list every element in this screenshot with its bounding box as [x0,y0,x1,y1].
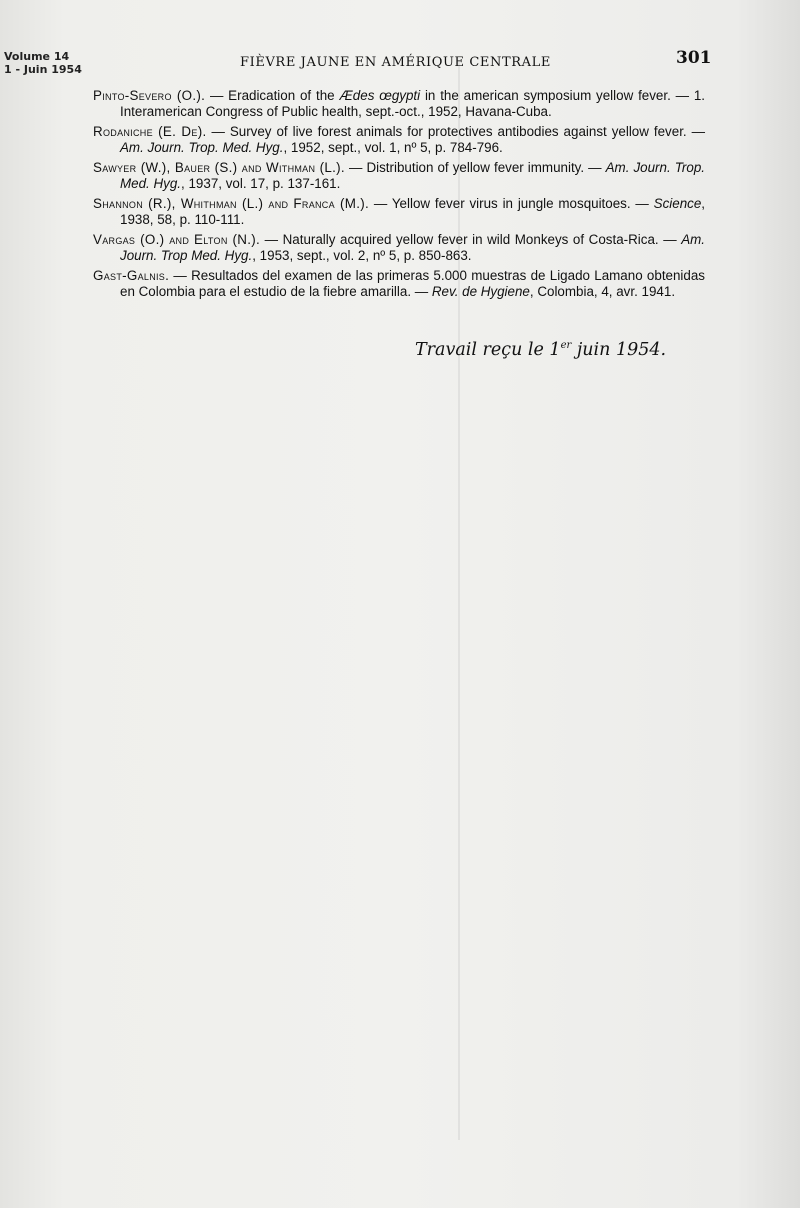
reference-entry [93,232,705,264]
reference-text: , 1938, 58, p. 110-111. [120,196,706,227]
reference-journal: Science [653,196,702,211]
reference-text: , 1937, vol. 17, p. 137-161. [181,176,341,191]
issue-date: 1 - Juin 1954 [4,63,82,76]
reference-text: — Distribution of yellow fever immunity. — [344,160,606,175]
reference-entry [93,196,705,228]
reference-entry [93,124,705,156]
reference-authors: Gast-Galnis. [93,268,170,283]
reference-text: , 1953, sept., vol. 2, nº 5, p. 850-863. [252,248,472,263]
reference-entry [93,88,705,120]
reference-list [93,88,705,304]
reference-text: — Naturally acquired yellow fever in wild Monkeys of Costa-Rica. — [260,232,682,247]
reference-authors: Sawyer (W.), Bauer (S.) and Withman (L.). [93,160,345,175]
reference-text: — Yellow fever virus in jungle mosquitoes. — [369,196,654,211]
volume-number: Volume 14 [4,50,70,63]
reference-text: in the american symposium yellow fever. — 1. Interamerican Congress of Public health, sept.-oct., 1952, Havana-Cuba. [120,88,706,119]
reference-journal: Rev. de Hygiene [431,284,530,299]
reference-journal: Am. Journ. Trop. Med. Hyg. [120,140,284,155]
reference-journal: Am. Journ. Trop Med. Hyg. [120,232,705,263]
page-number: 301 [676,48,712,68]
reference-text: — Eradication of the [205,88,340,103]
reference-entry [93,160,705,192]
reference-text: — Survey of live forest animals for protectives antibodies against yellow fever. — [206,124,705,139]
received-date-note [415,340,666,360]
reference-authors: Shannon (R.), Whithman (L.) and Franca (M.). [93,196,370,211]
running-title: FIÈVRE JAUNE EN AMÉRIQUE CENTRALE [240,55,551,70]
reference-authors: Rodaniche (E. De). [93,124,207,139]
reference-authors: Pinto-Severo (O.). [93,88,206,103]
reference-journal: Am. Journ. Trop. Med. Hyg. [120,160,706,191]
received-superscript: er [560,340,572,352]
reference-text: , 1952, sept., vol. 1, nº 5, p. 784-796. [283,140,503,155]
reference-entry [93,268,705,300]
reference-authors: Vargas (O.) and Elton (N.). [93,232,261,247]
volume-info [4,50,82,76]
reference-italic: Ædes œgypti [339,88,421,103]
received-prefix: Travail reçu le 1 [415,340,561,360]
reference-text: , Colombia, 4, avr. 1941. [529,284,676,299]
reference-text: — Resultados del examen de las primeras 5.000 muestras de Ligado Lamano obtenidas en Colombia para el estudio de la fiebre amarilla. — [120,268,705,299]
received-suffix: juin 1954. [571,340,667,360]
